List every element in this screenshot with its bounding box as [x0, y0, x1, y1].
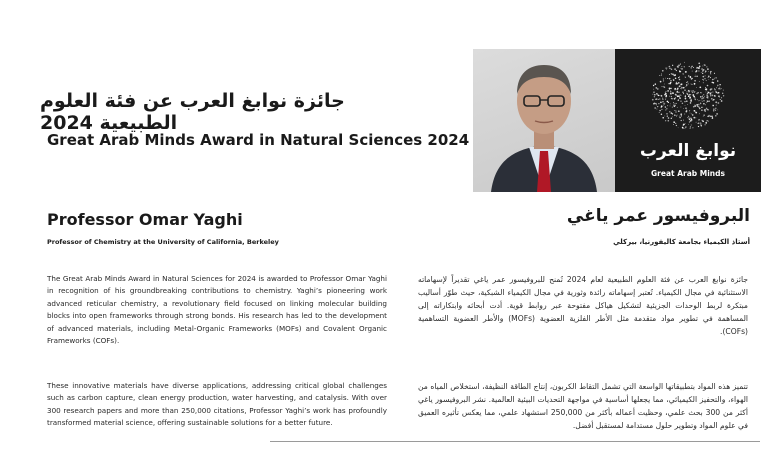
position-arabic: أستاذ الكيمياء بجامعة كاليفورنيا، بيركلي — [613, 238, 750, 246]
body-english-paragraph-1: The Great Arab Minds Award in Natural Sciences for 2024 is awarded to Professor Omar Yaghi in recognition of his groundbreaking contributions to chemistry. Yaghi’s pioneering work advanced reticular chemistry, a revolutionary field focused on linking molecular building blocks into open frameworks through strong bonds. His research has led to the development of advanced materials, including Metal-Organic Frameworks (MOFs) and Covalent Organic Frameworks (COFs). — [47, 274, 387, 346]
great-arab-minds-logo — [615, 49, 761, 192]
logo-text-arabic: نوابغ العرب — [639, 141, 737, 161]
portrait-illustration — [473, 49, 615, 192]
name-arabic: البروفيسور عمر ياغي — [566, 206, 750, 226]
bottom-divider — [270, 441, 760, 442]
title-english: Great Arab Minds Award in Natural Sciences 2024 — [47, 131, 470, 149]
logo-text-english: Great Arab Minds — [651, 169, 725, 178]
name-english: Professor Omar Yaghi — [47, 210, 243, 229]
position-english: Professor of Chemistry at the University of California, Berkeley — [47, 238, 279, 246]
portrait-photo — [473, 49, 615, 192]
particle-burst-icon — [615, 49, 761, 141]
body-english-paragraph-2: These innovative materials have diverse applications, addressing critical global challenges such as carbon capture, clean energy production, water harvesting, and catalysis. With over 300 research papers and more than 250,000 citations, Professor Yaghi’s work has profoundly transformed material science, offering sustainable solutions for a better future. — [47, 381, 387, 428]
body-arabic-paragraph-1: جائزة نوابغ العرب عن فئة العلوم الطبيعية لعام 2024 تُمنح للبروفيسور عمر ياغي تقديراً لإسهاماته الاستثنائية في مجال الكيمياء. تُعتبر إسهاماته رائدة وثورية في مجال الكيمياء الشبكية، حيث طوّر أساليب مبتكرة لربط الوحدات الجزيئية لتشكيل هياكل مفتوحة عبر روابط قوية. أدت أبحاثه وابتكاراته إلى المساهمة في تطوير مواد متقدمة مثل الأطر الفلزية العضوية (MOFs) والأطر العضوية التساهمية (COFs). — [418, 275, 748, 336]
title-arabic: جائزة نوابغ العرب عن فئة العلوم الطبيعية 2024 — [40, 90, 345, 134]
body-arabic-paragraph-2: تتميز هذه المواد بتطبيقاتها الواسعة التي تشمل التقاط الكربون، إنتاج الطاقة النظيفة، استخلاص المياه من الهواء، والتحفيز الكيميائي، مما يجعلها أساسية في مواجهة التحديات البيئية العالمية. نشر البروفيسور ياغي أكثر من 300 بحث علمي، وحظيت أعماله بأكثر من 250,000 استشهاد علمي، مما يعكس تأثيره العميق في علوم المواد وتطوير حلول مستدامة لمستقبل أفضل. — [418, 382, 748, 430]
